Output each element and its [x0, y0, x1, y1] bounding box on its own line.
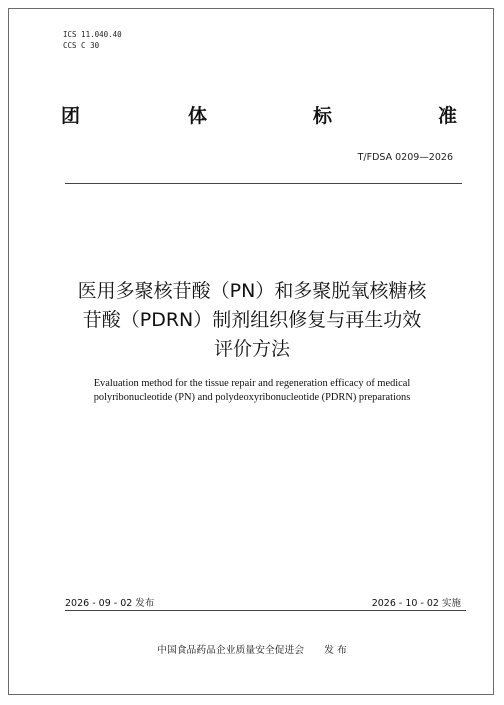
chinese-title	[39, 277, 465, 364]
standard-code: T/FDSA 0209—2026	[357, 152, 453, 163]
standard-type-heading	[61, 101, 461, 127]
english-title	[49, 377, 455, 405]
english-title-line-2: polyribonucleotide (PN) and polydeoxyribonucleotide (PDRN) preparations	[93, 392, 411, 403]
english-title-line-1: Evaluation method for the tissue repair and regeneration efficacy of medical	[93, 378, 411, 389]
publisher-action: 发 布	[324, 645, 347, 656]
ccs-code: CCS C 30	[63, 41, 100, 50]
chinese-title-line-1: 医用多聚核苷酸（PN）和多聚脱氧核糖核	[77, 280, 427, 302]
footer-divider	[65, 610, 466, 611]
standard-type-char-4: 准	[438, 105, 458, 127]
classification-codes	[63, 29, 122, 51]
publisher-line	[9, 642, 495, 656]
standard-type-char-1: 团	[61, 105, 81, 127]
ics-code: ICS 11.040.40	[63, 30, 122, 39]
standard-type-char-3: 标	[313, 105, 333, 127]
standard-type-char-2: 体	[188, 105, 208, 127]
header-divider	[65, 183, 462, 184]
standard-cover-page	[8, 8, 494, 695]
implementation-date: 2026 - 10 - 02 实施	[371, 598, 461, 609]
chinese-title-line-2: 苷酸（PDRN）制剂组织修复与再生功效	[82, 309, 422, 331]
issue-date: 2026 - 09 - 02 发布	[65, 598, 155, 609]
publisher-name: 中国食品药品企业质量安全促进会	[157, 645, 305, 656]
chinese-title-line-3: 评价方法	[213, 338, 290, 360]
